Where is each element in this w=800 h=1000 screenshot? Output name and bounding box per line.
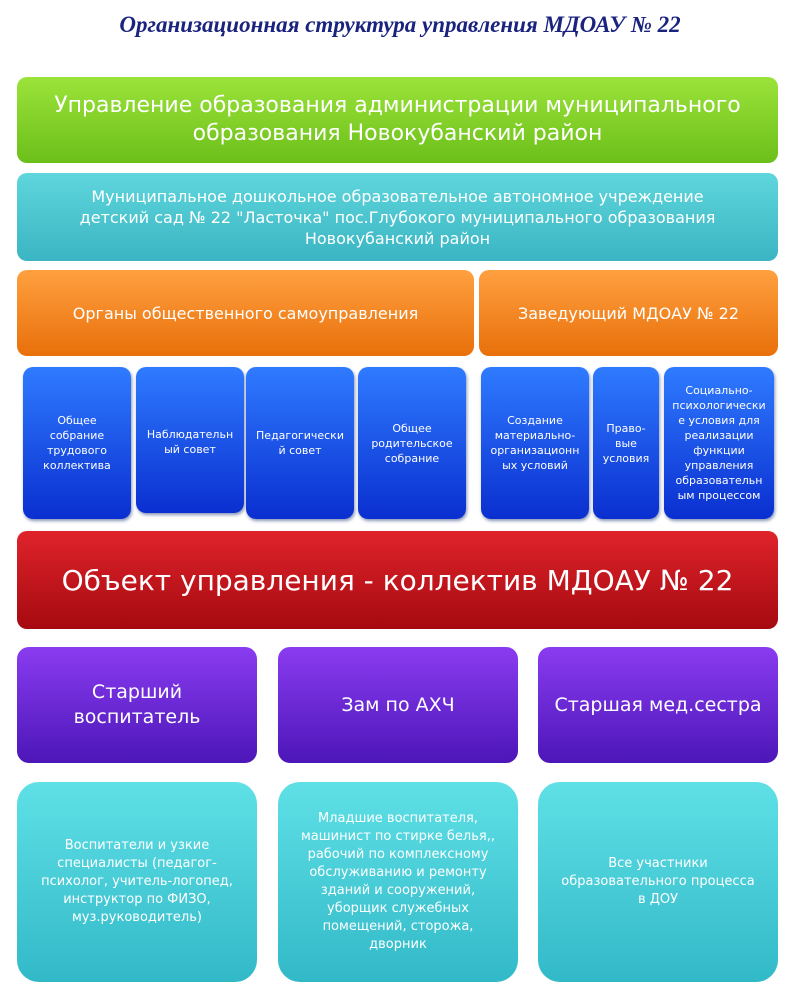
deputy-ahch-box: Зам по АХЧ	[278, 647, 518, 763]
educators-box: Воспитатели и узкие специалисты (педагог- психолог, учитель-логопед, инструктор по ФИЗО, муз.руководитель)	[17, 782, 257, 982]
material-conditions-box: Создание материально- организационн ых условий	[481, 367, 589, 519]
pedagogical-council-box: Педагогически й совет	[246, 367, 354, 519]
all-participants-box: Все участники образовательного процесса в ДОУ	[538, 782, 778, 982]
legal-conditions-box: Право- вые условия	[593, 367, 659, 519]
education-department-box: Управление образования администрации муниципального образования Новокубанский район	[17, 77, 778, 163]
supervisory-board-box: Наблюдательн ый совет	[136, 367, 244, 513]
support-staff-box: Младшие воспитателя, машинист по стирке белья,, рабочий по комплексному обслуживанию и ремонту зданий и сооружений, уборщик служебных помещений, сторожа, дворник	[278, 782, 518, 982]
management-object-box: Объект управления - коллектив МДОАУ № 22	[17, 531, 778, 629]
self-government-box: Органы общественного самоуправления	[17, 270, 474, 356]
head-box: Заведующий МДОАУ № 22	[479, 270, 778, 356]
senior-educator-box: Старший воспитатель	[17, 647, 257, 763]
socio-psychological-conditions-box: Социально- психологически е условия для реализации функции управления образовательн ым процессом	[664, 367, 774, 519]
parents-meeting-box: Общее родительское собрание	[358, 367, 466, 519]
general-labor-meeting-box: Общее собрание трудового коллектива	[23, 367, 131, 519]
kindergarten-box: Муниципальное дошкольное образовательное автономное учреждение детский сад № 22 "Ласточка" пос.Глубокого муниципального образования Новокубанский район	[17, 173, 778, 261]
senior-nurse-box: Старшая мед.сестра	[538, 647, 778, 763]
diagram-title: Организационная структура управления МДОАУ № 22	[119, 12, 681, 37]
